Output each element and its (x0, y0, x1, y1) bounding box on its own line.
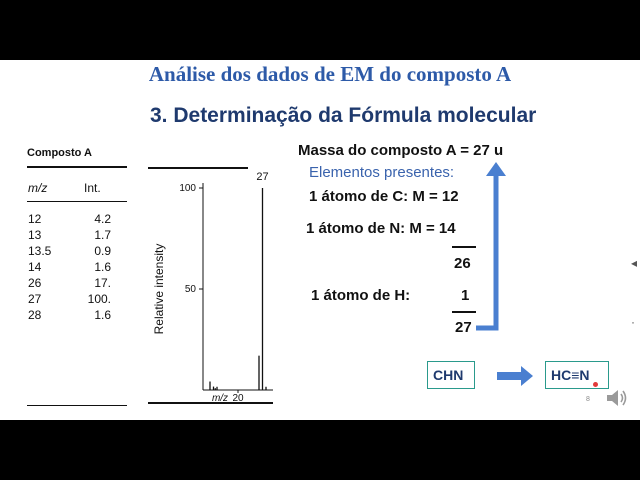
table-bottom-rule (27, 405, 127, 406)
table-row (28, 212, 128, 228)
row-intensity: 1.6 (94, 308, 111, 322)
y-tick-label: 50 (184, 284, 196, 295)
row-intensity: 1.6 (94, 260, 111, 274)
top-letterbox (0, 0, 640, 60)
bottom-letterbox (0, 420, 640, 480)
table-row (28, 292, 128, 308)
row-intensity: 4.2 (94, 212, 111, 226)
subtotal-value: 26 (454, 255, 471, 272)
row-mz: 27 (28, 292, 42, 306)
table-row (28, 308, 128, 324)
row-intensity: 1.7 (94, 228, 111, 242)
y-axis-label: Relative intensity (152, 243, 166, 335)
arrow-right-icon (495, 364, 535, 388)
peak-label: 27 (256, 171, 269, 183)
elements-label: Elementos presentes: (309, 164, 455, 181)
table-header-mz: m/z (28, 181, 48, 195)
slide-title: Análise dos dados de EM do composto A (148, 62, 512, 86)
hydrogen-value: 1 (461, 287, 470, 304)
nitrogen-line: 1 átomo de N: M = 14 (306, 220, 456, 237)
x-tick-label: 20 (232, 393, 244, 404)
table-row (28, 276, 128, 292)
carbon-line: 1 átomo de C: M = 12 (309, 188, 459, 205)
row-mz: 13 (28, 228, 42, 242)
row-intensity: 100. (87, 292, 111, 306)
row-mz: 12 (28, 212, 42, 226)
side-tick-icon: ◂ (631, 256, 638, 270)
row-intensity: 0.9 (94, 244, 111, 258)
empirical-formula-box (427, 361, 475, 389)
row-mz: 26 (28, 276, 42, 290)
speaker-icon[interactable] (604, 385, 630, 411)
pointer-dot (593, 382, 598, 387)
slide (0, 60, 640, 420)
slide-subtitle: 3. Determinação da Fórmula molecular (150, 104, 537, 127)
arrow-up-icon (470, 160, 510, 335)
row-intensity: 17. (94, 276, 111, 290)
structural-formula-box (545, 361, 609, 389)
x-axis-label: m/z (211, 393, 229, 404)
empirical-formula: CHN (433, 367, 464, 383)
structural-formula: HC≡N (551, 367, 590, 383)
table-row (28, 228, 128, 244)
row-mz: 13.5 (28, 244, 52, 258)
table-header-int: Int. (84, 181, 101, 195)
mass-spectrum-chart (148, 160, 278, 410)
side-tick-icon: · (631, 315, 635, 329)
table-top-rule (27, 166, 127, 168)
mass-statement: Massa do composto A = 27 u (298, 142, 504, 159)
y-tick-label: 100 (179, 183, 196, 194)
table-row (28, 244, 128, 260)
row-mz: 28 (28, 308, 42, 322)
total-value: 27 (455, 319, 472, 336)
table-header-rule (27, 201, 127, 202)
page-number: 8 (586, 396, 590, 403)
table-row (28, 260, 128, 276)
table-title: Composto A (27, 147, 92, 159)
hydrogen-label: 1 átomo de H: (311, 287, 411, 304)
row-mz: 14 (28, 260, 42, 274)
